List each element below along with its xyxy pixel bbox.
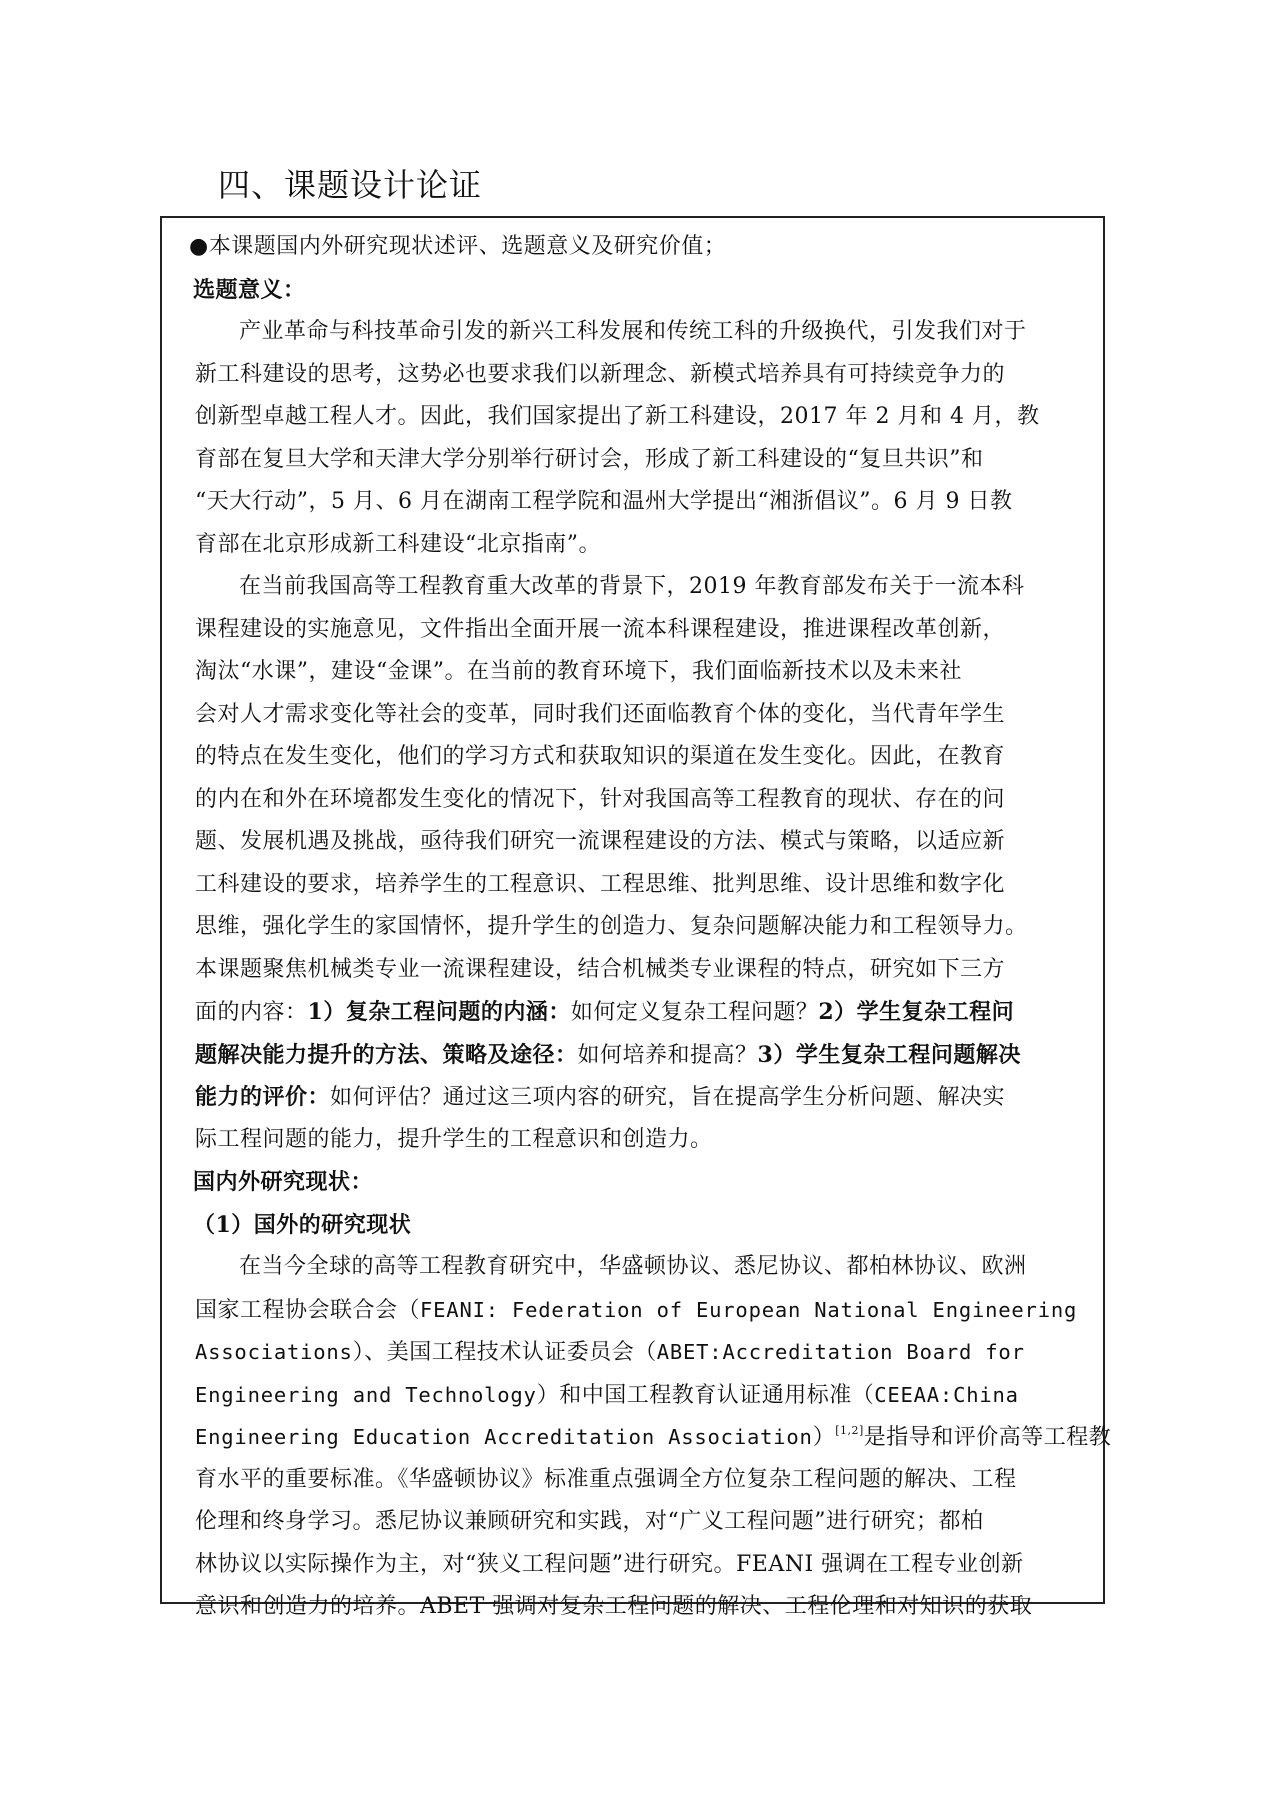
paragraph-line: 林协议以实际操作为主，对“狭义工程问题”进行研究。FEANI 强调在工程专业创新 [195,1551,1024,1577]
paragraph-line [195,1289,1080,1332]
latin-run: Associations [195,1340,353,1364]
paragraph-line [195,1416,1112,1459]
paragraph-line: 工科建设的要求，培养学生的工程意识、工程思维、批判思维、设计思维和数字化 [195,871,1006,897]
paragraph-line: 育部在北京形成新工科建设“北京指南”。 [195,531,601,557]
bold-run: 3）学生复杂工程问题解决 [757,1041,1021,1068]
paragraph-line: 的特点在发生变化，他们的学习方式和获取知识的渠道在发生变化。因此，在教育 [195,744,1006,769]
latin-run: Engineering Education Accreditation Association [195,1425,813,1449]
paragraph-line: 的内在和外在环境都发生变化的情况下，针对我国高等工程教育的现状、存在的问 [195,786,1006,812]
paragraph-line: 伦理和终身学习。悉尼协议兼顾研究和实践，对“广义工程问题”进行研究；都柏 [195,1509,984,1534]
frame-content [189,226,1112,1629]
subheading-research-status: 国内外研究现状： [193,1169,374,1195]
paragraph-line: 育水平的重要标准。《华盛顿协议》标准重点强调全方位复杂工程问题的解决、工程 [195,1466,1017,1492]
bold-run: 题解决能力提升的方法、策略及途径： [195,1041,578,1068]
text-run: 国家工程协会联合会（ [195,1297,421,1323]
subheading-significance: 选题意义： [193,276,306,303]
paragraph-line [195,1034,1080,1077]
content-frame [160,216,1112,1619]
subheading-foreign-status: （1）国外的研究现状 [193,1211,412,1238]
bold-run: 1）复杂工程问题的内涵： [307,999,571,1025]
bullet-prompt: ●本课题国内外研究现状述评、选题意义及研究价值； [189,234,727,259]
latin-run: Engineering and Technology [195,1382,537,1407]
paragraph-line: 创新型卓越工程人才。因此，我们国家提出了新工科建设，2017 年 2 月和 4 月，教 [195,404,1040,429]
paragraph-line: 淘汰“水课”，建设“金课”。在当前的教育环境下，我们面临新技术以及未来社 [195,659,962,684]
paragraph-line [195,1374,1080,1417]
text-run: 如何评估？通过这三项内容的研究，旨在提高学生分析问题、解决实 [330,1085,1006,1110]
paragraph-line: 思维，强化学生的家国情怀，提升学生的创造力、复杂问题解决能力和工程领导力。 [195,914,1028,939]
paragraph-line: 本课题聚焦机械类专业一流课程建设，结合机械类专业课程的特点，研究如下三方 [195,956,1006,982]
paragraph-line: 课程建设的实施意见，文件指出全面开展一流本科课程建设，推进课程改革创新， [195,616,1006,642]
latin-run: CEEAA:China [874,1382,1019,1407]
paragraph-line: 在当今全球的高等工程教育研究中，华盛顿协议、悉尼协议、都柏林协议、欧洲 [239,1254,1027,1279]
paragraph-line [195,1076,1080,1119]
paragraph-line: 产业革命与科技革命引发的新兴工科发展和传统工科的升级换代，引发我们对于 [239,319,1027,344]
paragraph-line: 题、发展机遇及挑战，亟待我们研究一流课程建设的方法、模式与策略，以适应新 [195,829,1006,854]
paragraph-line: 会对人才需求变化等社会的变革，同时我们还面临教育个体的变化，当代青年学生 [195,701,1006,727]
bold-run: 2）学生复杂工程问 [818,999,1015,1025]
latin-run: FEANI: Federation of European National Engineering [420,1297,1078,1322]
latin-run: ABET:Accreditation Board for [656,1340,1025,1364]
paragraph-2 [195,566,1080,1161]
paragraph-line: 在当前我国高等工程教育重大改革的背景下，2019 年教育部发布关于一流本科 [239,574,1025,599]
citation-marker: [1,2] [835,1424,864,1437]
paragraph-line: 育部在复旦大学和天津大学分别举行研讨会，形成了新工科建设的“复旦共识”和 [195,446,984,472]
bold-run: 能力的评价： [195,1084,331,1110]
paragraph-line: 意识和创造力的培养。ABET 强调对复杂工程问题的解决、工程伦理和对知识的获取 [195,1594,1033,1619]
paragraph-line: 际工程问题的能力，提升学生的工程意识和创造力。 [195,1126,713,1152]
paragraph-line: “天大行动”，5 月、6 月在湖南工程学院和温州大学提出“湘浙倡议”。6 月 9 日教 [195,489,1013,514]
paragraph-line [195,1331,1080,1374]
section-title: 四、课题设计论证 [218,166,483,204]
text-run: 面的内容： [195,1000,308,1025]
paragraph-line [195,991,1080,1034]
paragraph-3 [195,1246,1112,1629]
text-run: ）和中国工程教育认证通用标准（ [536,1382,875,1408]
text-run: 如何定义复杂工程问题？ [570,1000,819,1025]
text-run: 是指导和评价高等工程教 [863,1425,1112,1450]
text-run: ） [812,1425,836,1450]
text-run: ）、美国工程技术认证委员会（ [352,1340,657,1365]
text-run: 如何培养和提高？ [577,1042,758,1068]
paragraph-line: 新工科建设的思考，这势必也要求我们以新理念、新模式培养具有可持续竞争力的 [195,361,1006,387]
paragraph-1 [195,311,1080,566]
